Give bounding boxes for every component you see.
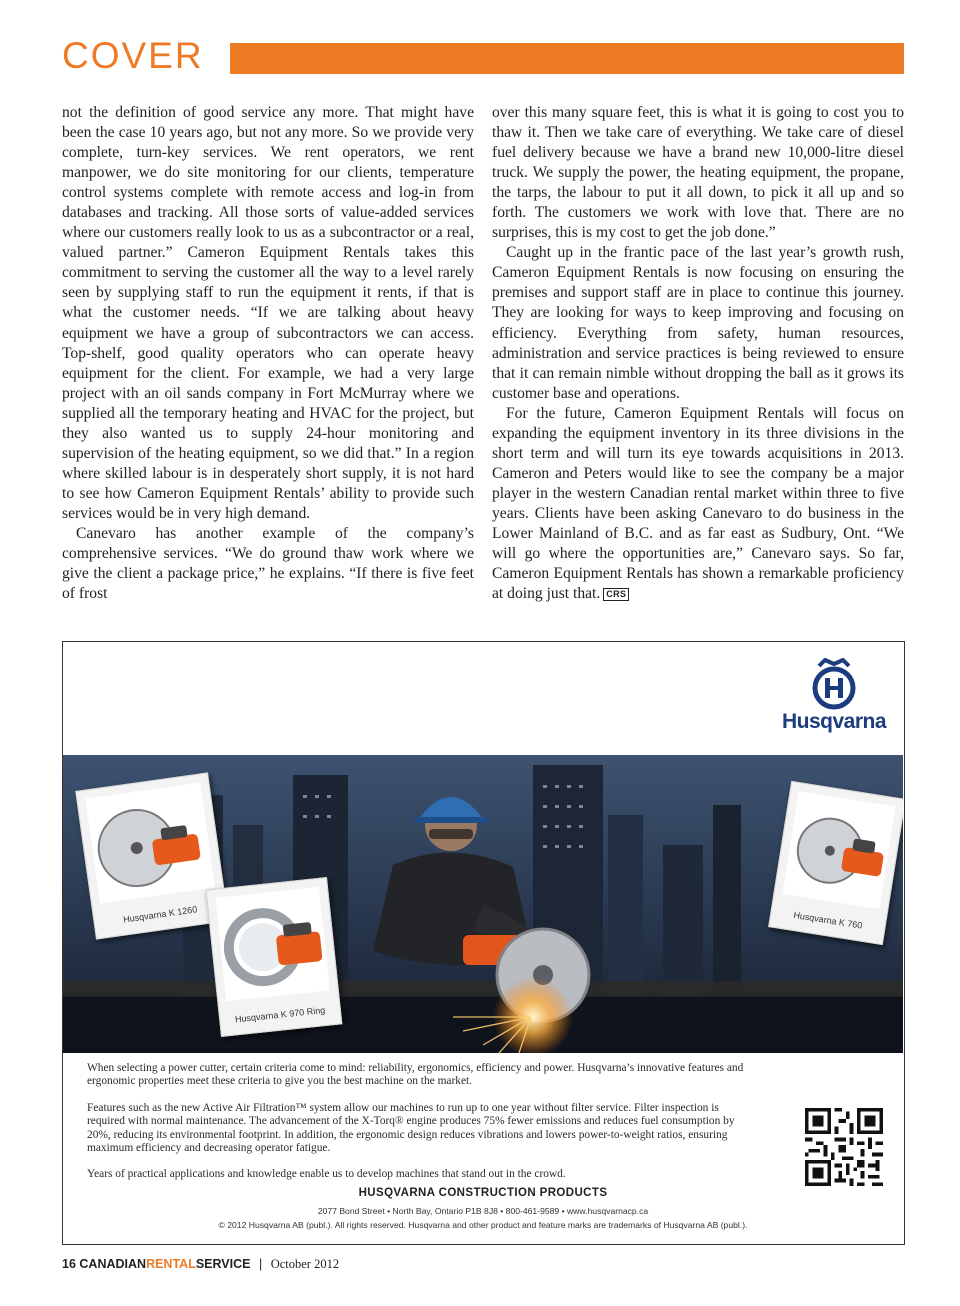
qr-code[interactable]: [805, 1108, 883, 1186]
section-header: [62, 36, 904, 76]
article-paragraph: Canevaro has another example of the company’s comprehensive services. “We do ground thaw work where we give the client a package price,” he explains. “If there is five feet of frost: [62, 524, 474, 603]
product-card-k1260[interactable]: [75, 772, 229, 939]
product-image: [215, 887, 329, 1001]
page-footer: [62, 1256, 339, 1272]
article-paragraph: not the definition of good service any more. That might have been the case 10 years ago, but not any more. So we provide very complete, turn-key services. We rent operators, we rent manpower, we do site monitoring for our clients, temperature control systems complete with remote access and log-in from databases and tracking. All those sorts of value-added services where our customers really look to us as a subcontractor or a real, valued partner.” Cameron Equipment Rentals takes this commitment to serving the customer all the way to a level rarely seen by supplying staff to run the equipment it rents, if that is what the customer needs. “If we are talking about heavy equipment we have a group of subcontractors we can access. Top-shelf, good quality operators who can operate heavy equipment for the client. For example, we had a very large project with an oil sands company in Fort McMurray where we supplied all the temporary heating and HVAC for the project, but they also wanted us to supply 24-hour monitoring and supervision of the heating equipment, so we did that.” In a region where skilled labour is in desperately short supply, it is not hard to see how Cameron Equipment Rentals’ ability to provide such services would be in very high demand.: [62, 104, 474, 522]
article-paragraph-last: [492, 404, 904, 604]
product-image: [783, 791, 896, 909]
product-image: [85, 783, 215, 904]
issue-date: October 2012: [270, 1257, 340, 1271]
ad-paragraph: When selecting a power cutter, certain criteria come to mind: reliability, ergonomics, efficiency and power. Husqvarna’s innovative features and ergonomic properties meet these criteria to give you the best machine on the market.: [87, 1062, 744, 1088]
ad-body-copy: [87, 1062, 747, 1195]
ad-hero-photo: [63, 755, 903, 1053]
page-number: 16: [62, 1257, 76, 1271]
husqvarna-wordmark: Husqvarna: [781, 710, 887, 733]
power-cutter-icon: [85, 783, 215, 904]
section-title: COVER: [62, 35, 204, 76]
ring-cutter-icon: [215, 887, 329, 1001]
husqvarna-logo: [779, 656, 889, 740]
ad-company-name: HUSQVARNA CONSTRUCTION PRODUCTS: [358, 1187, 608, 1199]
qr-code-icon: [805, 1108, 883, 1186]
husqvarna-advertisement[interactable]: [62, 641, 905, 1245]
end-mark-icon: CRS: [603, 588, 629, 601]
article-column-right: [492, 103, 904, 604]
husqvarna-crown-icon: [779, 656, 889, 712]
ad-address: 2077 Bond Street • North Bay, Ontario P1B 8J8 • 800-461-9589 • www.husqvarnacp.ca: [317, 1206, 649, 1216]
product-label: Husqvarna K 970 Ring: [234, 1004, 326, 1025]
magazine-name-part1: CANADIAN: [79, 1257, 147, 1271]
product-card-k760[interactable]: [768, 781, 903, 945]
power-cutter-icon: [783, 791, 896, 909]
ad-paragraph: Years of practical applications and knowledge enable us to develop machines that stand out in the crowd.: [87, 1168, 566, 1181]
article-column-left: [62, 103, 474, 604]
footer-separator: |: [258, 1257, 263, 1271]
article-paragraph-text: For the future, Cameron Equipment Rentals will focus on expanding the equipment inventory in its three divisions in the short term and will turn its eye towards acquisitions in 2013. Cameron and Peters would like to see the company be a major player in the western Canadian rental market within three to five years. Clients have been asking Canevaro to do business in the Lower Mainland of B.C. and as far east as Sudbury, Ont. “We will go where the opportunities are,” Canevaro says. So far, Cameron Equipment Rentals has shown a remarkable proficiency at doing just that.: [492, 404, 904, 603]
ad-paragraph: Features such as the new Active Air Filtration™ system allow our machines to run up to one year without filter service. Filter inspection is required with normal maintenance. The advancement of the X-Torq® engine produces 75% fewer emissions and reduces fuel consumption by 20%, reducing its environmental footprint. In addition, the ergonomic design reduces vibrations and lowers power-to-weight ratios, ensuring maximum efficiency and decreasing operator fatigue.: [87, 1101, 735, 1155]
ad-legal-notice: © 2012 Husqvarna AB (publ.). All rights reserved. Husqvarna and other product and feature marks are trademarks of Husqvarna AB (publ.).: [218, 1220, 748, 1230]
article-paragraph: Caught up in the frantic pace of the last year’s growth rush, Cameron Equipment Rentals is now focusing on ensuring the premises and support staff are in place to continue this journey. They are looking for ways to keep improving and focusing on efficiency. Everything from safety, human resources, administration and service practices is being reviewed to ensure that it can remain nimble without dropping the ball as it grows its customer base and operations.: [492, 244, 904, 402]
section-accent-bar: [230, 43, 904, 74]
magazine-name-part2: RENTAL: [146, 1257, 196, 1271]
article-paragraph: over this many square feet, this is what it is going to cost you to thaw it. Then we take care of everything. We take care of diesel fuel delivery because we have a brand new 10,000-litre diesel truck. We supply the power, the heating equipment, the propane, the tarps, the labour to put it all down, to pick it all up and so forth. The customers we work with love that. There are no surprises, this is my cost to get the job done.”: [492, 104, 904, 242]
product-label: Husqvarna K 1260: [122, 904, 198, 925]
magazine-name-part3: SERVICE: [195, 1257, 251, 1271]
product-label: Husqvarna K 760: [792, 909, 864, 931]
product-card-k970-ring[interactable]: [206, 877, 343, 1037]
